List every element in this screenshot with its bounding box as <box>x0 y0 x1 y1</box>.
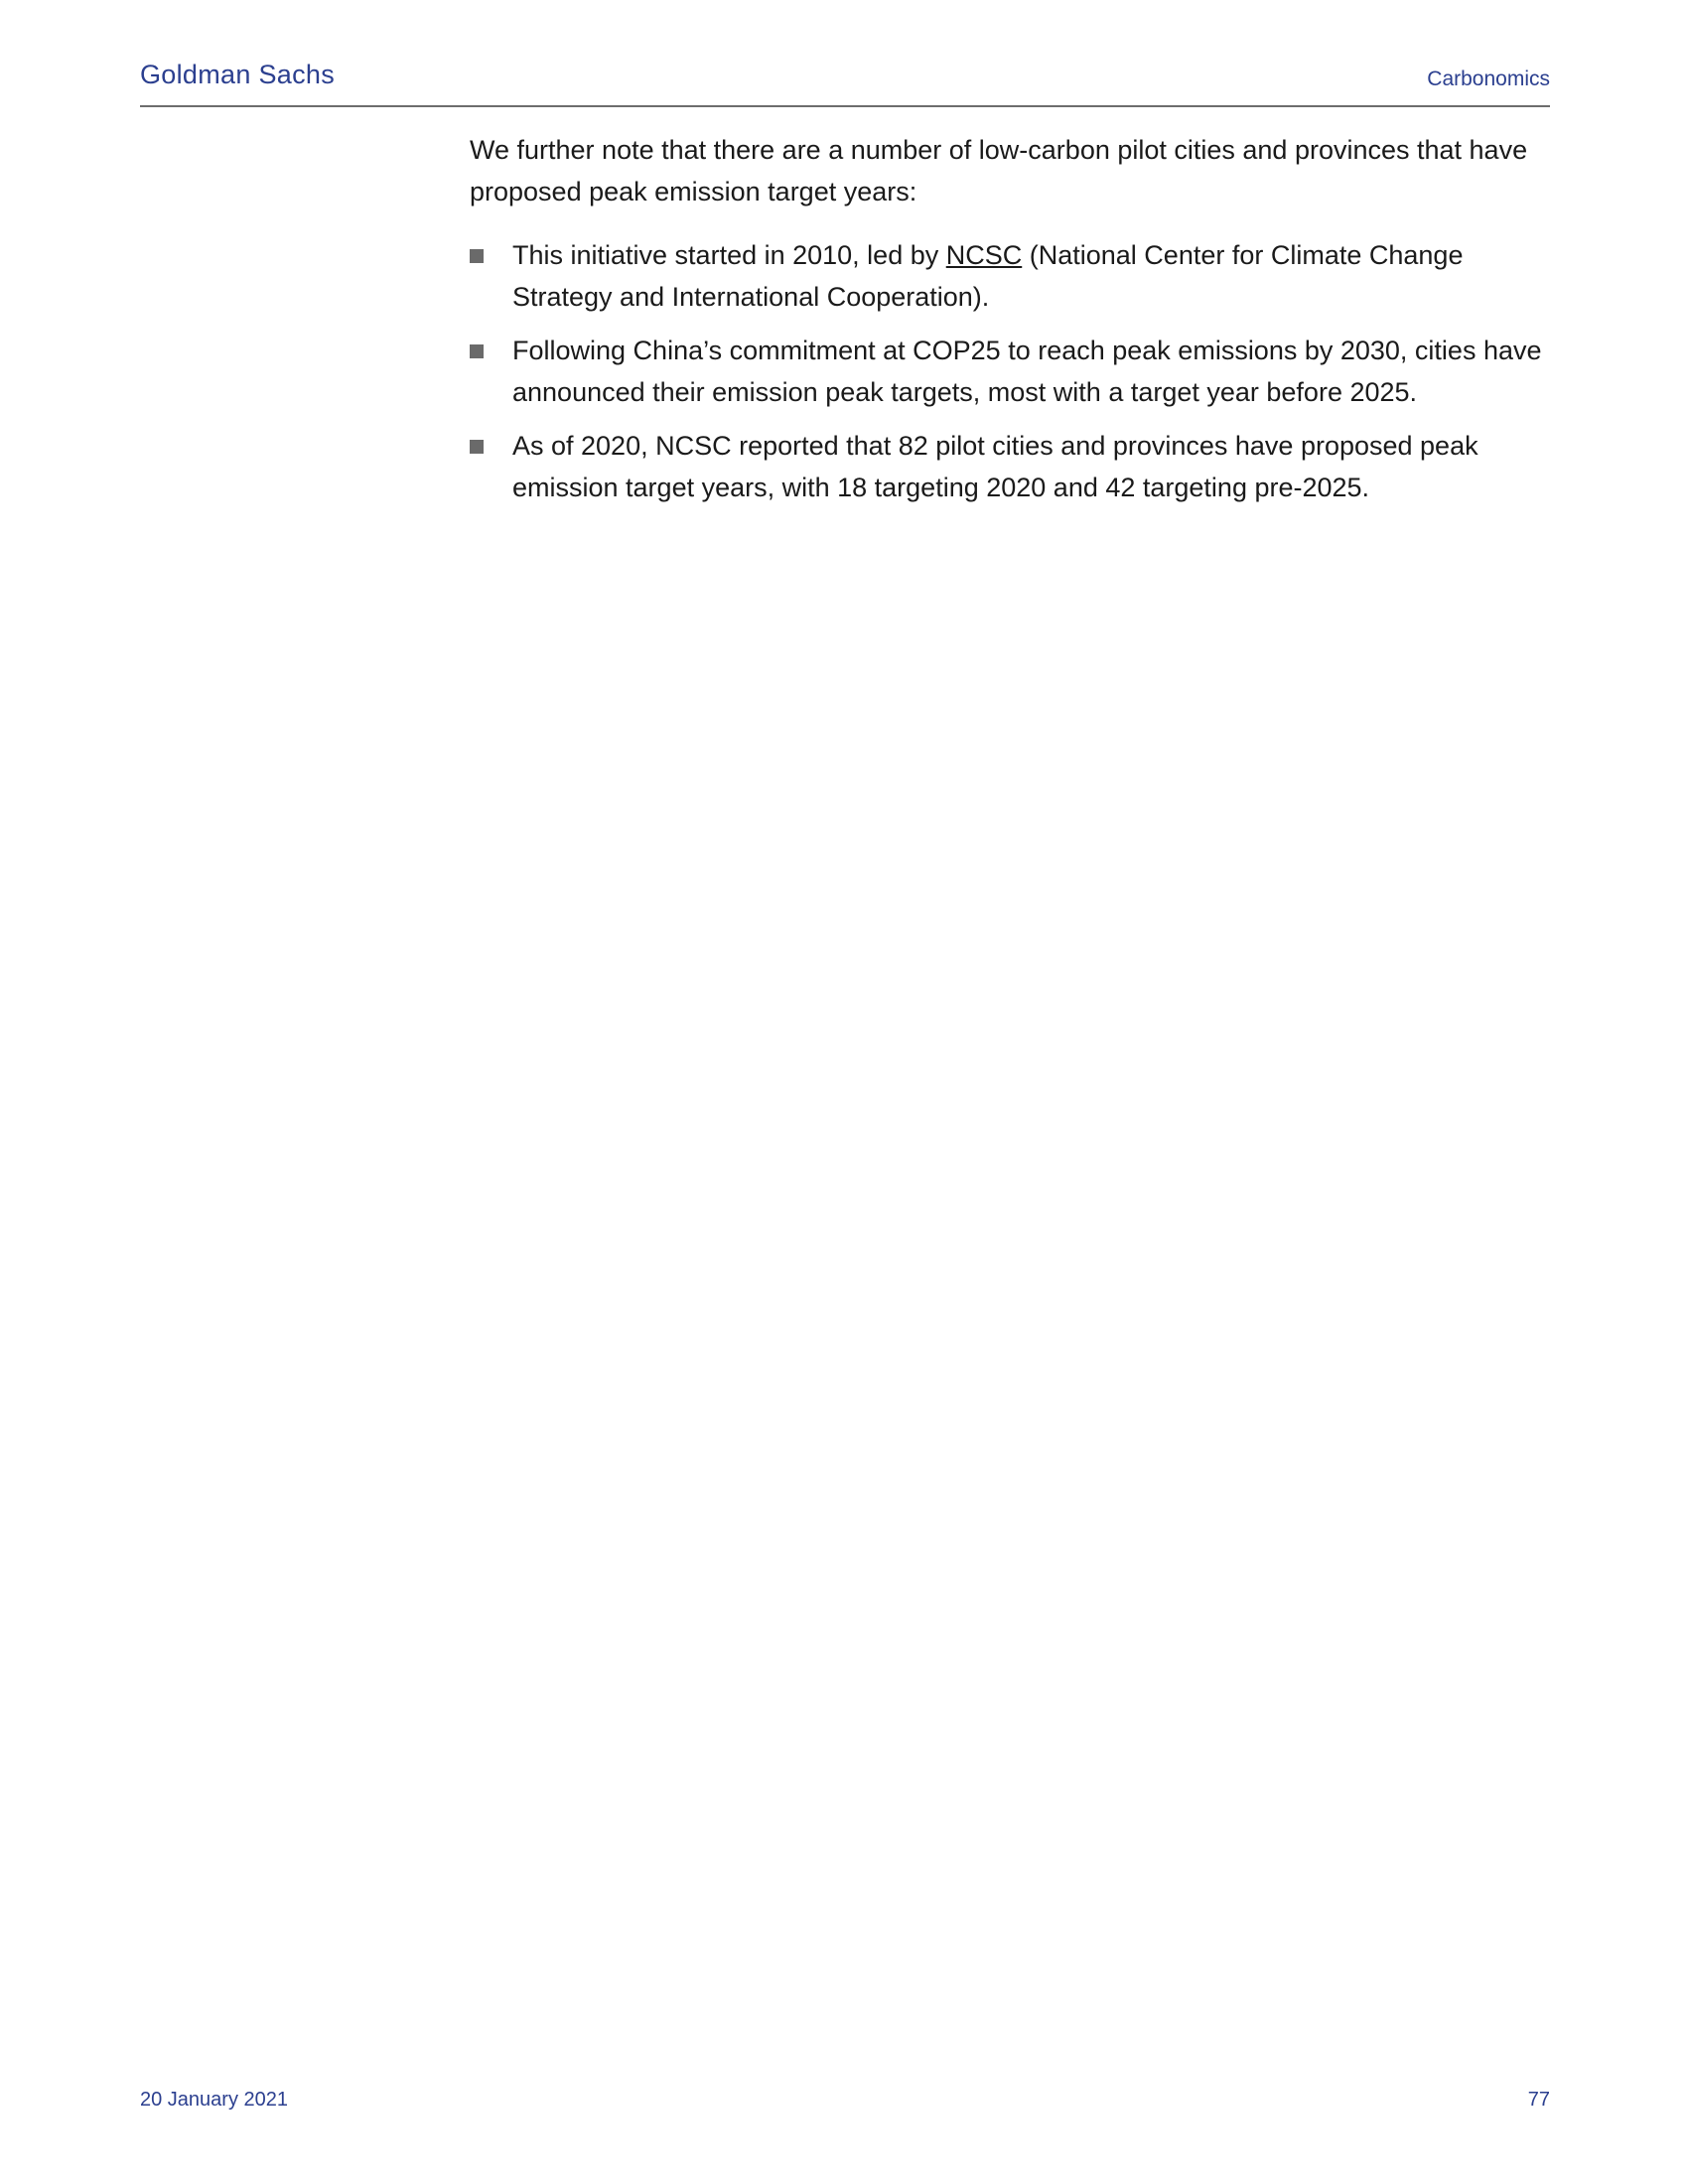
footer-date: 20 January 2021 <box>140 2089 289 2111</box>
page-number: 77 <box>1527 2089 1550 2111</box>
list-item <box>470 330 1552 413</box>
brand-name: Goldman Sachs <box>140 60 335 89</box>
bullet-text: Following China’s commitment at COP25 to reach peak emissions by 2030, cities have announced their emission peak targets, most with a target year before 2025. <box>512 336 1542 407</box>
square-bullet-icon <box>470 440 484 454</box>
page-header <box>140 56 1550 107</box>
square-bullet-icon <box>470 344 484 358</box>
bullet-text-end: (National Center for Climate Change Strategy and International Cooperation). <box>512 240 1464 312</box>
bullet-text-start: This initiative started in 2010, led by <box>512 240 946 270</box>
square-bullet-icon <box>470 249 484 263</box>
list-item <box>470 425 1552 508</box>
list-item <box>470 234 1552 318</box>
main-content <box>470 129 1552 520</box>
bullet-list <box>470 234 1552 508</box>
report-name: Carbonomics <box>1427 68 1550 90</box>
bullet-text: As of 2020, NCSC reported that 82 pilot cities and provinces have proposed peak emission target years, with 18 targeting 2020 and 42 targeting pre-2025. <box>512 431 1478 502</box>
ncsc-link[interactable]: NCSC <box>945 240 1023 270</box>
intro-paragraph: We further note that there are a number of low-carbon pilot cities and provinces that have proposed peak emission target years: <box>470 135 1528 206</box>
